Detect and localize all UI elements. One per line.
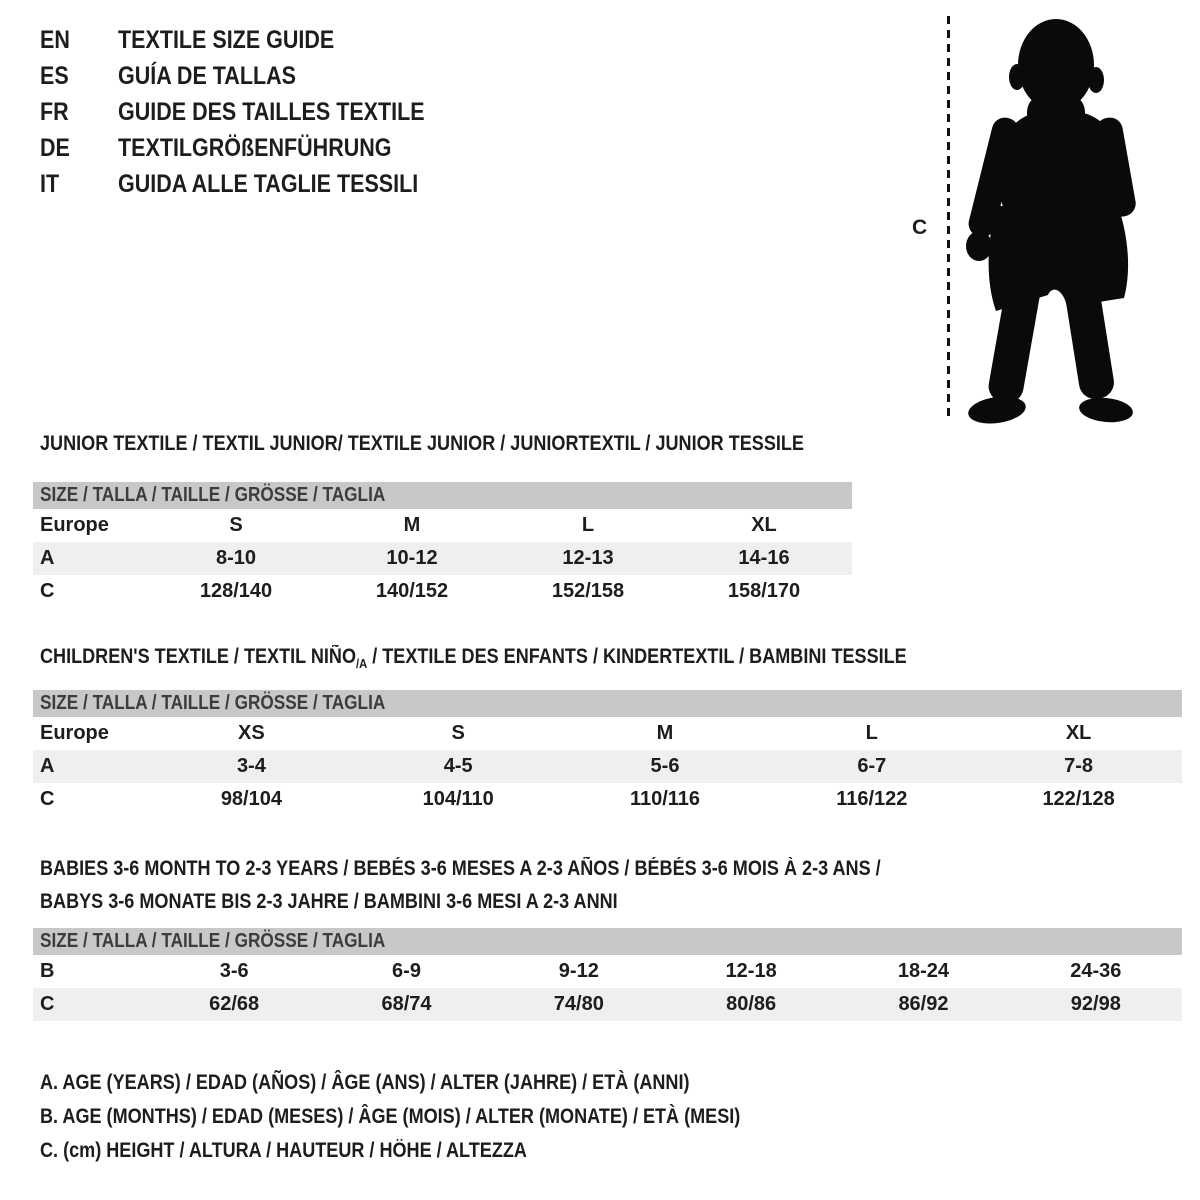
children-c-xs: 98/104 [220,788,282,810]
children-a-s: 4-5 [355,750,562,783]
children-a-xl: 7-8 [975,750,1182,783]
children-col-l: L [865,722,878,744]
junior-a-xl: 14-16 [676,542,852,575]
babies-b-4: 12-18 [725,960,777,982]
children-row-c-label: C [40,788,55,810]
junior-row-c [33,575,852,608]
junior-size-header: SIZE / TALLA / TAILLE / GRÖSSE / TAGLIA [33,482,852,509]
junior-table-header-bar [33,482,852,509]
children-col-s: S [451,722,465,744]
junior-a-s: 8-10 [148,542,324,575]
language-title-list [40,22,475,202]
lang-code-it: IT [40,170,60,198]
children-column-header-row [33,717,1182,750]
children-col-region: Europe [40,722,109,744]
lang-code-es: ES [40,62,69,90]
junior-col-s: S [229,514,243,536]
children-c-l: 116/122 [836,788,908,810]
junior-col-xl: XL [751,514,777,536]
lang-row-de [40,130,475,166]
children-c-s: 104/110 [422,788,494,810]
children-title-subscript: /A [356,656,368,671]
babies-c-4: 80/86 [665,988,837,1021]
junior-c-xl: 158/170 [727,580,801,602]
junior-col-region: Europe [40,514,109,536]
junior-size-table [33,482,852,608]
children-size-table [33,690,1182,816]
babies-table-header-bar [33,928,1182,955]
note-b: B. AGE (MONTHS) / EDAD (MESES) / ÂGE (MOIS) / ALTER (MONATE) / ETÀ (MESI) [40,1105,741,1128]
lang-row-it [40,166,475,202]
junior-row-c-label: C [40,580,55,602]
toddler-silhouette-image [955,14,1150,424]
lang-code-en: EN [40,26,70,54]
junior-c-m: 140/152 [375,580,449,602]
babies-c-5: 86/92 [837,988,1009,1021]
children-col-m: M [656,722,674,744]
children-a-xs: 3-4 [148,750,355,783]
lang-title-fr: GUIDE DES TAILLES TEXTILE [118,98,425,126]
junior-a-m: 10-12 [324,542,500,575]
lang-row-en [40,22,475,58]
height-measure-line [947,16,950,418]
lang-code-de: DE [40,134,70,162]
babies-row-c-label: C [33,988,148,1021]
babies-size-header: SIZE / TALLA / TAILLE / GRÖSSE / TAGLIA [33,928,1182,955]
babies-size-table [33,928,1182,1021]
children-row-c [33,783,1182,816]
children-table-header-bar [33,690,1182,717]
babies-c-2: 68/74 [320,988,492,1021]
children-c-xl: 122/128 [1042,788,1115,810]
babies-section-title: BABIES 3-6 MONTH TO 2-3 YEARS / BEBÉS 3-6 MESES A 2-3 AÑOS / BÉBÉS 3-6 MOIS À 2-3 ANS / BABYS 3-6 MONATE BIS 2-3 JAHRE / BAMBINI 3-6 MESI A 2-3 ANNI [40,857,881,913]
height-measure-label: C [912,216,928,239]
babies-b-3: 9-12 [558,960,599,982]
junior-row-a-label: A [33,542,148,575]
lang-title-it: GUIDA ALLE TAGLIE TESSILI [118,170,419,198]
children-col-xs: XS [238,722,265,744]
children-row-a-label: A [33,750,148,783]
babies-c-1: 62/68 [148,988,320,1021]
babies-c-3: 74/80 [493,988,665,1021]
note-a: A. AGE (YEARS) / EDAD (AÑOS) / ÂGE (ANS) / ALTER (JAHRE) / ETÀ (ANNI) [40,1071,690,1094]
junior-c-s: 128/140 [199,580,273,602]
lang-row-es [40,58,475,94]
junior-a-l: 12-13 [500,542,676,575]
junior-column-header-row [33,509,852,542]
children-a-m: 5-6 [562,750,769,783]
junior-col-m: M [403,514,421,536]
babies-row-b [33,955,1182,988]
babies-row-c [33,988,1182,1021]
legend-notes [40,1066,854,1168]
babies-row-b-label: B [40,960,55,982]
children-size-header: SIZE / TALLA / TAILLE / GRÖSSE / TAGLIA [33,690,1182,717]
junior-row-a [33,542,852,575]
children-col-xl: XL [1065,722,1092,744]
children-row-a [33,750,1182,783]
babies-b-1: 3-6 [219,960,249,982]
lang-row-fr [40,94,475,130]
children-section-title: CHILDREN'S TEXTILE / TEXTIL $NIÑO_{/A}$ / TEXTILE DES ENFANTS / KINDERTEXTIL / BAMBINI TESSILE [40,645,907,671]
babies-b-2: 6-9 [392,960,421,982]
babies-b-6: 24-36 [1070,960,1122,982]
lang-title-es: GUÍA DE TALLAS [118,62,296,90]
lang-title-en: TEXTILE SIZE GUIDE [118,26,335,54]
children-a-l: 6-7 [768,750,975,783]
junior-col-l: L [581,514,595,536]
lang-code-fr: FR [40,98,69,126]
children-c-m: 110/116 [629,788,701,810]
lang-title-de: TEXTILGRÖßENFÜHRUNG [118,134,392,162]
babies-c-6: 92/98 [1010,988,1182,1021]
babies-b-5: 18-24 [897,960,950,982]
junior-section-title: JUNIOR TEXTILE / TEXTIL JUNIOR/ TEXTILE JUNIOR / JUNIORTEXTIL / JUNIOR TESSILE [40,432,804,455]
note-c: C. (cm) HEIGHT / ALTURA / HAUTEUR / HÖHE / ALTEZZA [40,1139,527,1162]
junior-c-l: 152/158 [551,580,625,602]
